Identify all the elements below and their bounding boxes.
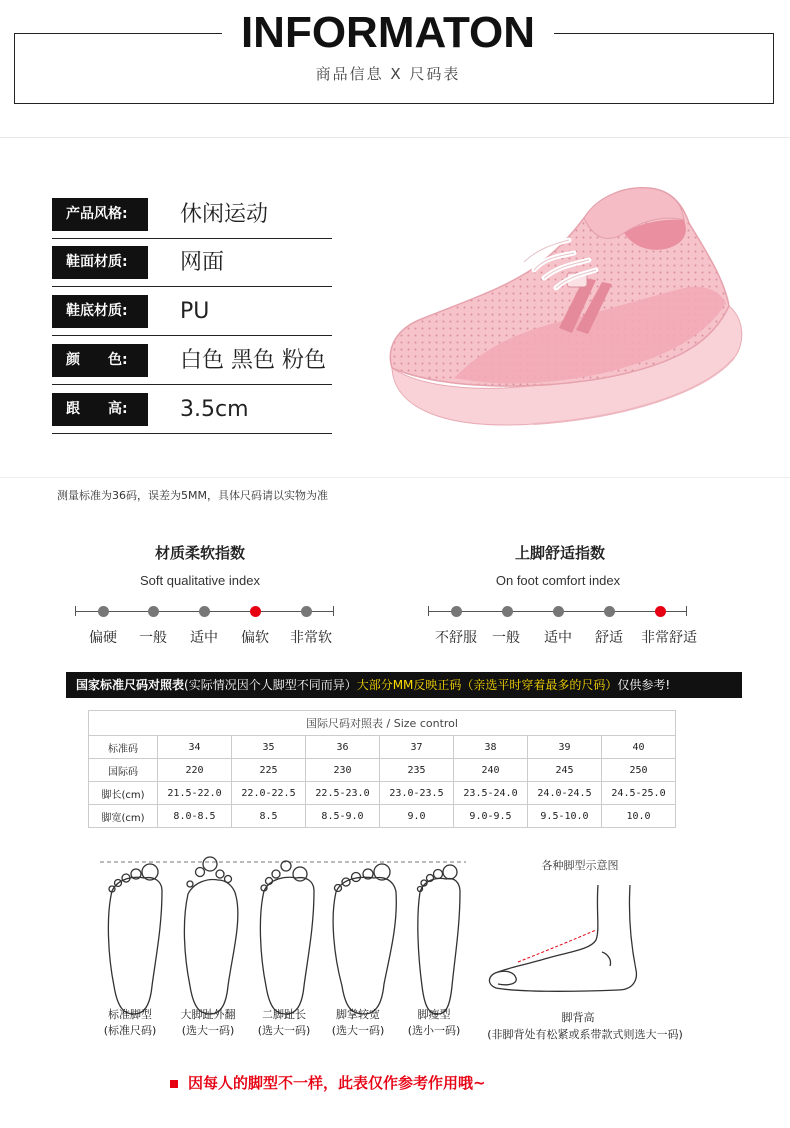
spec-value: 休闲运动 <box>180 202 269 227</box>
table-cell: 8.5 <box>232 805 306 828</box>
spec-underline <box>52 384 332 385</box>
scale-label: 非常舒适 <box>641 630 697 646</box>
row-header: 国际码 <box>89 759 158 782</box>
table-cell: 240 <box>454 759 528 782</box>
spec-value: 网面 <box>180 250 225 275</box>
scale-label: 非常软 <box>290 630 332 646</box>
table-cell: 36 <box>306 736 380 759</box>
foot-type-name: 脚瘦型 <box>417 1008 451 1021</box>
scale-tick <box>75 606 76 616</box>
size-table <box>88 710 676 828</box>
table-row <box>89 782 676 805</box>
header-frame-bottom <box>14 103 774 104</box>
table-cell: 21.5-22.0 <box>158 782 232 805</box>
footer-note <box>170 1072 630 1093</box>
scale-label: 一般 <box>492 630 520 646</box>
scale-label: 适中 <box>190 630 218 646</box>
spec-underline <box>52 335 332 336</box>
measurement-note: 测量标准为36码，误差为5MM，具体尺码请以实物为准 <box>57 489 328 502</box>
foot-type-wide <box>320 1007 396 1039</box>
table-cell: 40 <box>602 736 676 759</box>
table-cell: 22.5-23.0 <box>306 782 380 805</box>
header-frame-left <box>14 33 222 34</box>
scale-label: 不舒服 <box>435 630 477 646</box>
comfort-index-title: 上脚舒适指数 <box>514 544 605 562</box>
spec-label: 颜 色: <box>52 344 148 377</box>
table-cell: 24.0-24.5 <box>528 782 602 805</box>
scale-tick <box>686 606 687 616</box>
product-shoe-image <box>384 178 754 438</box>
scale-dot <box>502 606 513 617</box>
divider <box>0 137 790 138</box>
foot-type-bunion <box>170 1007 246 1039</box>
scale-label: 舒适 <box>595 630 623 646</box>
foot-diagram-title: 各种脚型示意图 <box>541 859 619 872</box>
banner-highlight: 大部分MM反映正码（亲选平时穿着最多的尺码） <box>356 678 618 692</box>
foot-type-thin <box>396 1007 472 1039</box>
table-cell: 245 <box>528 759 602 782</box>
header-frame-right <box>554 33 774 34</box>
table-cell: 22.0-22.5 <box>232 782 306 805</box>
foot-type-name: 脚掌较宽 <box>336 1008 380 1021</box>
banner-title: 国家标准尺码对照表 <box>76 678 185 692</box>
scale-dot <box>553 606 564 617</box>
spec-value: PU <box>180 299 210 324</box>
instep-advice: (非脚背处有松紧或系带款式则选大一码) <box>487 1028 683 1041</box>
scale-label: 偏软 <box>241 630 269 646</box>
table-cell: 225 <box>232 759 306 782</box>
foot-type-standard <box>92 1007 168 1039</box>
spec-value: 3.5cm <box>180 397 249 422</box>
foot-type-advice: (标准尺码) <box>103 1024 157 1037</box>
table-cell: 23.0-23.5 <box>380 782 454 805</box>
footer-note-text: 因每人的脚型不一样，此表仅作参考作用哦~ <box>188 1074 486 1092</box>
foot-outline-wide <box>333 864 396 1014</box>
spec-label: 产品风格: <box>52 198 148 231</box>
table-cell: 250 <box>602 759 676 782</box>
foot-type-advice: (选大一码) <box>181 1024 235 1037</box>
table-cell: 24.5-25.0 <box>602 782 676 805</box>
scale-tick <box>428 606 429 616</box>
spec-label: 鞋面材质: <box>52 246 148 279</box>
size-chart-banner <box>66 672 742 698</box>
scale-dot <box>451 606 462 617</box>
row-header: 脚长(cm) <box>89 782 158 805</box>
foot-outline-bunion <box>184 857 237 1014</box>
table-cell: 37 <box>380 736 454 759</box>
table-row <box>89 805 676 828</box>
spec-row-sole-material <box>52 295 332 328</box>
scale-dot <box>604 606 615 617</box>
foot-type-advice: (选大一码) <box>257 1024 311 1037</box>
spec-value: 白色 黑色 粉色 <box>180 348 326 373</box>
spec-row-heel-height <box>52 393 332 426</box>
table-cell: 9.0-9.5 <box>454 805 528 828</box>
header-frame-left-edge <box>14 33 15 103</box>
scale-label: 适中 <box>544 630 572 646</box>
spec-underline <box>52 286 332 287</box>
scale-dot <box>148 606 159 617</box>
table-cell: 9.5-10.0 <box>528 805 602 828</box>
scale-dot-selected <box>655 606 666 617</box>
table-cell: 8.5-9.0 <box>306 805 380 828</box>
foot-outline-thin <box>418 865 461 1014</box>
table-cell: 230 <box>306 759 380 782</box>
table-cell: 220 <box>158 759 232 782</box>
page-title: INFORMATON <box>240 8 536 57</box>
softness-index-title: 材质柔软指数 <box>154 544 245 562</box>
spec-label: 鞋底材质: <box>52 295 148 328</box>
divider <box>0 477 790 478</box>
foot-type-name: 标准脚型 <box>108 1008 152 1021</box>
foot-type-second-toe-long <box>246 1007 322 1039</box>
comfort-index-subtitle: On foot comfort index <box>495 573 621 588</box>
foot-type-advice: (选小一码) <box>407 1024 461 1037</box>
table-cell: 10.0 <box>602 805 676 828</box>
table-cell: 39 <box>528 736 602 759</box>
table-cell: 38 <box>454 736 528 759</box>
banner-tail: 仅供参考! <box>617 678 671 692</box>
high-instep-illustration <box>478 880 668 1000</box>
foot-outline-second-toe-long <box>260 861 314 1014</box>
size-table-caption: 国际尺码对照表 / Size control <box>89 711 676 736</box>
softness-index-subtitle: Soft qualitative index <box>140 573 260 588</box>
instep-label: 脚背高 <box>561 1011 595 1024</box>
spec-underline <box>52 238 332 239</box>
spec-row-style <box>52 198 332 231</box>
table-cell: 23.5-24.0 <box>454 782 528 805</box>
table-cell: 9.0 <box>380 805 454 828</box>
foot-type-advice: (选大一码) <box>331 1024 385 1037</box>
table-cell: 34 <box>158 736 232 759</box>
table-cell: 35 <box>232 736 306 759</box>
header-frame-right-edge <box>773 33 774 103</box>
scale-dot <box>98 606 109 617</box>
row-header: 标准码 <box>89 736 158 759</box>
spec-row-color <box>52 344 332 377</box>
table-cell: 8.0-8.5 <box>158 805 232 828</box>
bullet-icon <box>170 1080 178 1088</box>
spec-label: 跟 高: <box>52 393 148 426</box>
spec-row-upper-material <box>52 246 332 279</box>
banner-note: (实际情况因个人脚型不同而异） <box>184 678 357 692</box>
foot-outline-standard <box>108 864 162 1014</box>
foot-type-name: 二脚趾长 <box>262 1008 306 1021</box>
scale-dot-selected <box>250 606 261 617</box>
scale-tick <box>333 606 334 616</box>
page-subtitle: 商品信息 X 尺码表 <box>315 65 461 83</box>
scale-dot <box>301 606 312 617</box>
scale-label: 一般 <box>139 630 167 646</box>
scale-label: 偏硬 <box>89 630 117 646</box>
table-cell: 235 <box>380 759 454 782</box>
row-header: 脚宽(cm) <box>89 805 158 828</box>
table-row <box>89 736 676 759</box>
scale-dot <box>199 606 210 617</box>
spec-underline <box>52 433 332 434</box>
foot-type-name: 大脚趾外翻 <box>180 1008 236 1021</box>
table-row <box>89 759 676 782</box>
